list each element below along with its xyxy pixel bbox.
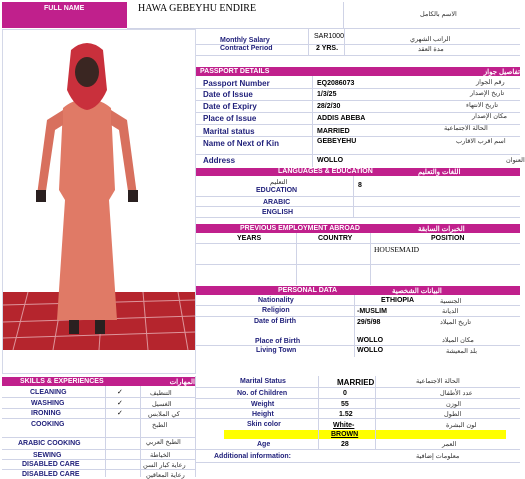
place-of-birth-label: Place of Birth [255,338,301,345]
monthly-salary-label: Monthly Salary [220,37,270,44]
full-name-label: FULL NAME [44,5,85,12]
languages-title: LANGUAGES & EDUCATION [278,168,373,175]
skill-ironing-ar: كي الملابس [148,411,180,418]
religion-ar: الديانة [442,308,459,315]
skin-color-value: White- [333,422,355,429]
date-of-expiry-value: 28/2/30 [317,103,341,110]
skill-washing-check: ✓ [117,400,123,407]
contract-period-label: Contract Period [220,45,273,52]
skill-disabled-care-label: DISABLED CARE [22,461,80,468]
skill-sewing-ar: الخياطة [150,452,171,459]
skill-arabic-cooking-label: ARABIC COOKING [18,440,81,447]
arabic-label: ARABIC [263,199,291,206]
skill-elderly-care-ar: رعاية كبار السن [143,462,186,469]
skill-ironing-label: IRONING [31,410,61,417]
languages-header [196,168,520,176]
age-label: Age [257,441,271,448]
marital-status-2-value: MARRIED [337,378,375,387]
place-of-issue-ar: مكان الإصدار [472,113,508,120]
position-value: HOUSEMAID [374,245,419,254]
col-country: COUNTRY [318,235,353,242]
col-years: YEARS [237,235,262,242]
height-label: Height [252,411,274,418]
employment-header [196,224,520,233]
next-of-kin-value: GEBEYEHU [317,138,357,145]
address-ar: العنوان [506,157,525,164]
religion-label: Religion [262,307,290,314]
skill-cleaning-check: ✓ [117,389,123,396]
skin-color-value-2: BROWN [331,431,359,438]
contract-period-value: 2 YRS. [316,45,339,52]
skill-sewing-label: SEWING [33,452,62,459]
skin-color-ar: لون البشرة [446,422,477,429]
education-label: EDUCATION [256,187,298,194]
marital-status-2-ar: الحالة الاجتماعية [416,378,460,385]
age-value: 28 [341,441,349,448]
personal-data-title: PERSONAL DATA [278,287,338,294]
address-value: WOLLO [317,157,344,164]
children-ar: عدد الأطفال [440,390,473,397]
passport-number-value: EQ2086073 [317,80,355,87]
passport-details-title: PASSPORT DETAILS [200,68,270,75]
additional-info-ar: معلومات إضافية [416,453,460,460]
col-position: POSITION [431,235,465,242]
date-of-birth-ar: تاريخ الميلاد [440,319,472,326]
additional-info-label: Additional information: [214,453,291,460]
education-value: 8 [358,182,362,189]
living-town-ar: بلد المعيشة [446,348,478,355]
passport-number-label: Passport Number [203,79,270,88]
date-of-birth-label: Date of Birth [254,318,296,325]
monthly-salary-value: SAR1000 [314,33,344,40]
place-of-birth-ar: مكان الميلاد [442,337,474,344]
english-label: ENGLISH [262,209,294,216]
worker-photo [2,29,196,374]
date-of-issue-ar: تاريخ الإصدار [470,90,505,97]
height-value: 1.52 [339,411,353,418]
skill-ironing-check: ✓ [117,410,123,417]
skill-washing-ar: الغسيل [152,401,172,408]
skill-cleaning-ar: التنظيف [150,390,172,397]
weight-value: 55 [341,401,349,408]
date-of-issue-value: 1/3/25 [317,91,337,98]
skill-disabled-care-ar: رعاية المعاقين [146,472,185,479]
children-value: 0 [343,390,347,397]
height-ar: الطول [444,411,462,418]
marital-status-ar: الحالة الاجتماعية [444,125,488,132]
skills-title-ar: المهارات والخبرات [168,379,195,394]
date-of-issue-label: Date of Issue [203,90,253,99]
age-ar: العمر [442,441,457,448]
nationality-ar: الجنسية [440,298,462,305]
full-name-header [2,2,127,28]
date-of-expiry-ar: تاريخ الانتهاء [466,102,499,109]
children-label: No. of Children [237,390,288,397]
skill-cleaning-label: CLEANING [30,389,67,396]
skill-washing-label: WASHING [31,400,65,407]
personal-data-header [196,286,520,295]
address-label: Address [203,156,236,165]
living-town-value: WOLLO [357,347,384,354]
personal-data-title-ar: البيانات الشخصية [392,288,442,295]
full-name-ar: الاسم بالكامل [420,11,457,18]
skin-color-highlight [224,430,506,439]
marital-status-label: Marital status [203,127,255,136]
marital-status-value: MARRIED [317,128,350,135]
skill-arabic-cooking-ar: الطبخ العربي [146,439,181,446]
next-of-kin-label: Name of Next of Kin [203,139,280,148]
skill-cooking-label: COOKING [31,421,65,428]
nationality-value: ETHIOPIA [381,297,415,304]
date-of-birth-value: 29/5/98 [357,319,381,326]
living-town-label: Living Town [256,347,297,354]
marital-status-2-label: Marital Status [240,378,286,385]
weight-label: Weight [251,401,275,408]
skill-disabled-care-2-label: DISABLED CARE [22,471,80,478]
next-of-kin-ar: اسم اقرب الاقارب [456,138,506,145]
employment-title: PREVIOUS EMPLOYMENT ABROAD [240,225,360,232]
person-photo-icon [3,30,195,373]
education-ar: التعليم [270,179,288,186]
place-of-birth-value: WOLLO [357,337,384,344]
place-of-issue-label: Place of Issue [203,114,257,123]
nationality-label: Nationality [258,297,294,304]
contract-period-ar: مدة العقد [418,46,444,53]
monthly-salary-ar: الراتب الشهري [410,36,451,43]
place-of-issue-value: ADDIS ABEBA [317,115,366,122]
skill-cooking-ar: الطبخ [152,422,168,429]
full-name-value: HAWA GEBEYHU ENDIRE [138,3,257,14]
languages-title-ar: اللغات والتعليم [418,169,461,176]
skin-color-label: Skin color [247,421,281,428]
skills-title: SKILLS & EXPERIENCES [20,378,104,385]
employment-title-ar: الخبرات السابقة [418,226,465,233]
religion-value: -MUSLIM [357,308,387,315]
date-of-expiry-label: Date of Expiry [203,102,257,111]
passport-details-title-ar: تفاصيل جواز السفر [483,69,520,84]
weight-ar: الوزن [446,401,462,408]
passport-number-ar: رقم الجواز [476,79,505,86]
